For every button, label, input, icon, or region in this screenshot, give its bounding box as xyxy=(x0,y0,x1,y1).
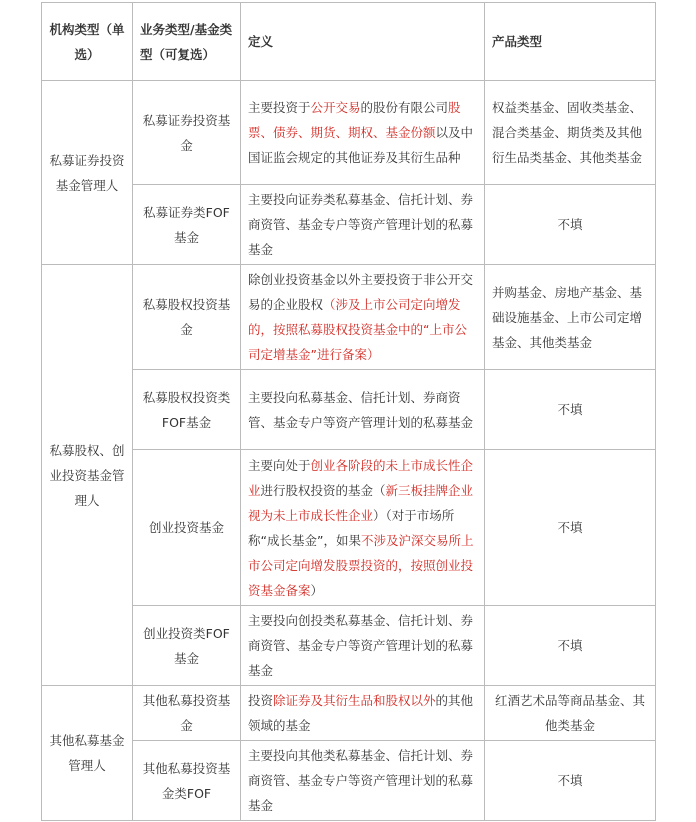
table-row xyxy=(42,741,656,821)
definition-cell xyxy=(241,606,485,686)
biz-cell: 其他私募投资基金类FOF xyxy=(133,741,241,821)
product-cell: 不填 xyxy=(485,185,656,265)
definition-cell xyxy=(241,741,485,821)
product-cell: 不填 xyxy=(485,606,656,686)
definition-text: ） xyxy=(310,582,324,598)
definition-text: 除创业投资基金以外主要投资于非公开交易的企业股权 xyxy=(248,272,474,312)
highlighted-text: 除证券及其衍生品和股权以外 xyxy=(273,693,436,708)
product-cell: 权益类基金、固收类基金、混合类基金、期货类及其他衍生品类基金、其他类基金 xyxy=(485,81,656,185)
table-row xyxy=(42,370,656,450)
biz-cell: 私募股权投资基金 xyxy=(133,265,241,370)
definition-text: 投资 xyxy=(248,693,274,708)
highlighted-text: 创业各阶段的未上市成长性企业 xyxy=(248,457,474,498)
product-cell: 红酒艺术品等商品基金、其他类基金 xyxy=(485,686,656,741)
definition-text: 主要向处于 xyxy=(248,457,311,473)
header-definition: 定义 xyxy=(241,3,485,81)
highlighted-text: 不涉及沪深交易所上市公司定向增发股票投资的，按照创业投资基金备案 xyxy=(248,532,474,598)
definition-text: 主要投资于 xyxy=(248,100,311,115)
highlighted-text: 新三板挂牌企业视为未上市成长性企业 xyxy=(248,482,474,523)
org-cell-equity: 私募股权、创业投资基金管理人 xyxy=(42,265,133,686)
definition-text: 的股份有限公司 xyxy=(360,100,449,115)
definition-cell xyxy=(241,185,485,265)
org-cell-securities: 私募证券投资基金管理人 xyxy=(42,81,133,265)
product-cell: 不填 xyxy=(485,370,656,450)
definition-text: 以及中国证监会规定的其他证券及其衍生品种 xyxy=(248,125,474,165)
highlighted-text: 股票、债券、期货、期权、基金份额 xyxy=(248,100,461,140)
definition-cell xyxy=(241,450,485,606)
definition-text: 主要投向证券类私募基金、信托计划、券商资管、基金专户等资产管理计划的私募基金 xyxy=(248,192,474,257)
header-biz-type: 业务类型/基金类型（可复选） xyxy=(133,3,241,81)
biz-cell: 私募证券投资基金 xyxy=(133,81,241,185)
definition-text: 主要投向其他类私募基金、信托计划、券商资管、基金专户等资产管理计划的私募基金 xyxy=(248,748,474,813)
definition-cell xyxy=(241,686,485,741)
header-row xyxy=(42,3,656,81)
definition-cell xyxy=(241,265,485,370)
definition-text: 主要投向私募基金、信托计划、券商资管、基金专户等资产管理计划的私募基金 xyxy=(248,389,474,430)
table-row xyxy=(42,606,656,686)
biz-cell: 私募股权投资类FOF基金 xyxy=(133,370,241,450)
definition-cell xyxy=(241,81,485,185)
definition-text: ）（对于市场所称“成长基金”，如果 xyxy=(248,507,455,548)
table-row xyxy=(42,450,656,606)
definition-text: 主要投向创投类私募基金、信托计划、券商资管、基金专户等资产管理计划的私募基金 xyxy=(248,613,474,678)
header-product-type: 产品类型 xyxy=(485,3,656,81)
highlighted-text: 公开交易 xyxy=(310,100,361,115)
highlighted-text: （涉及上市公司定向增发的，按照私募股权投资基金中的“上市公司定增基金”进行备案） xyxy=(248,297,467,362)
table-row xyxy=(42,185,656,265)
biz-cell: 私募证券类FOF基金 xyxy=(133,185,241,265)
definition-text: 的其他领域的基金 xyxy=(248,693,474,733)
biz-cell: 创业投资基金 xyxy=(133,450,241,606)
definition-text: 进行股权投资的基金（ xyxy=(260,482,386,498)
table-row xyxy=(42,265,656,370)
org-cell-other: 其他私募基金管理人 xyxy=(42,686,133,821)
table-row xyxy=(42,81,656,185)
table-row xyxy=(42,686,656,741)
definition-cell xyxy=(241,370,485,450)
product-cell: 不填 xyxy=(485,741,656,821)
fund-type-table xyxy=(41,2,656,821)
header-org-type: 机构类型（单选） xyxy=(42,3,133,81)
biz-cell: 创业投资类FOF基金 xyxy=(133,606,241,686)
product-cell: 并购基金、房地产基金、基础设施基金、上市公司定增基金、其他类基金 xyxy=(485,265,656,370)
biz-cell: 其他私募投资基金 xyxy=(133,686,241,741)
product-cell: 不填 xyxy=(485,450,656,606)
